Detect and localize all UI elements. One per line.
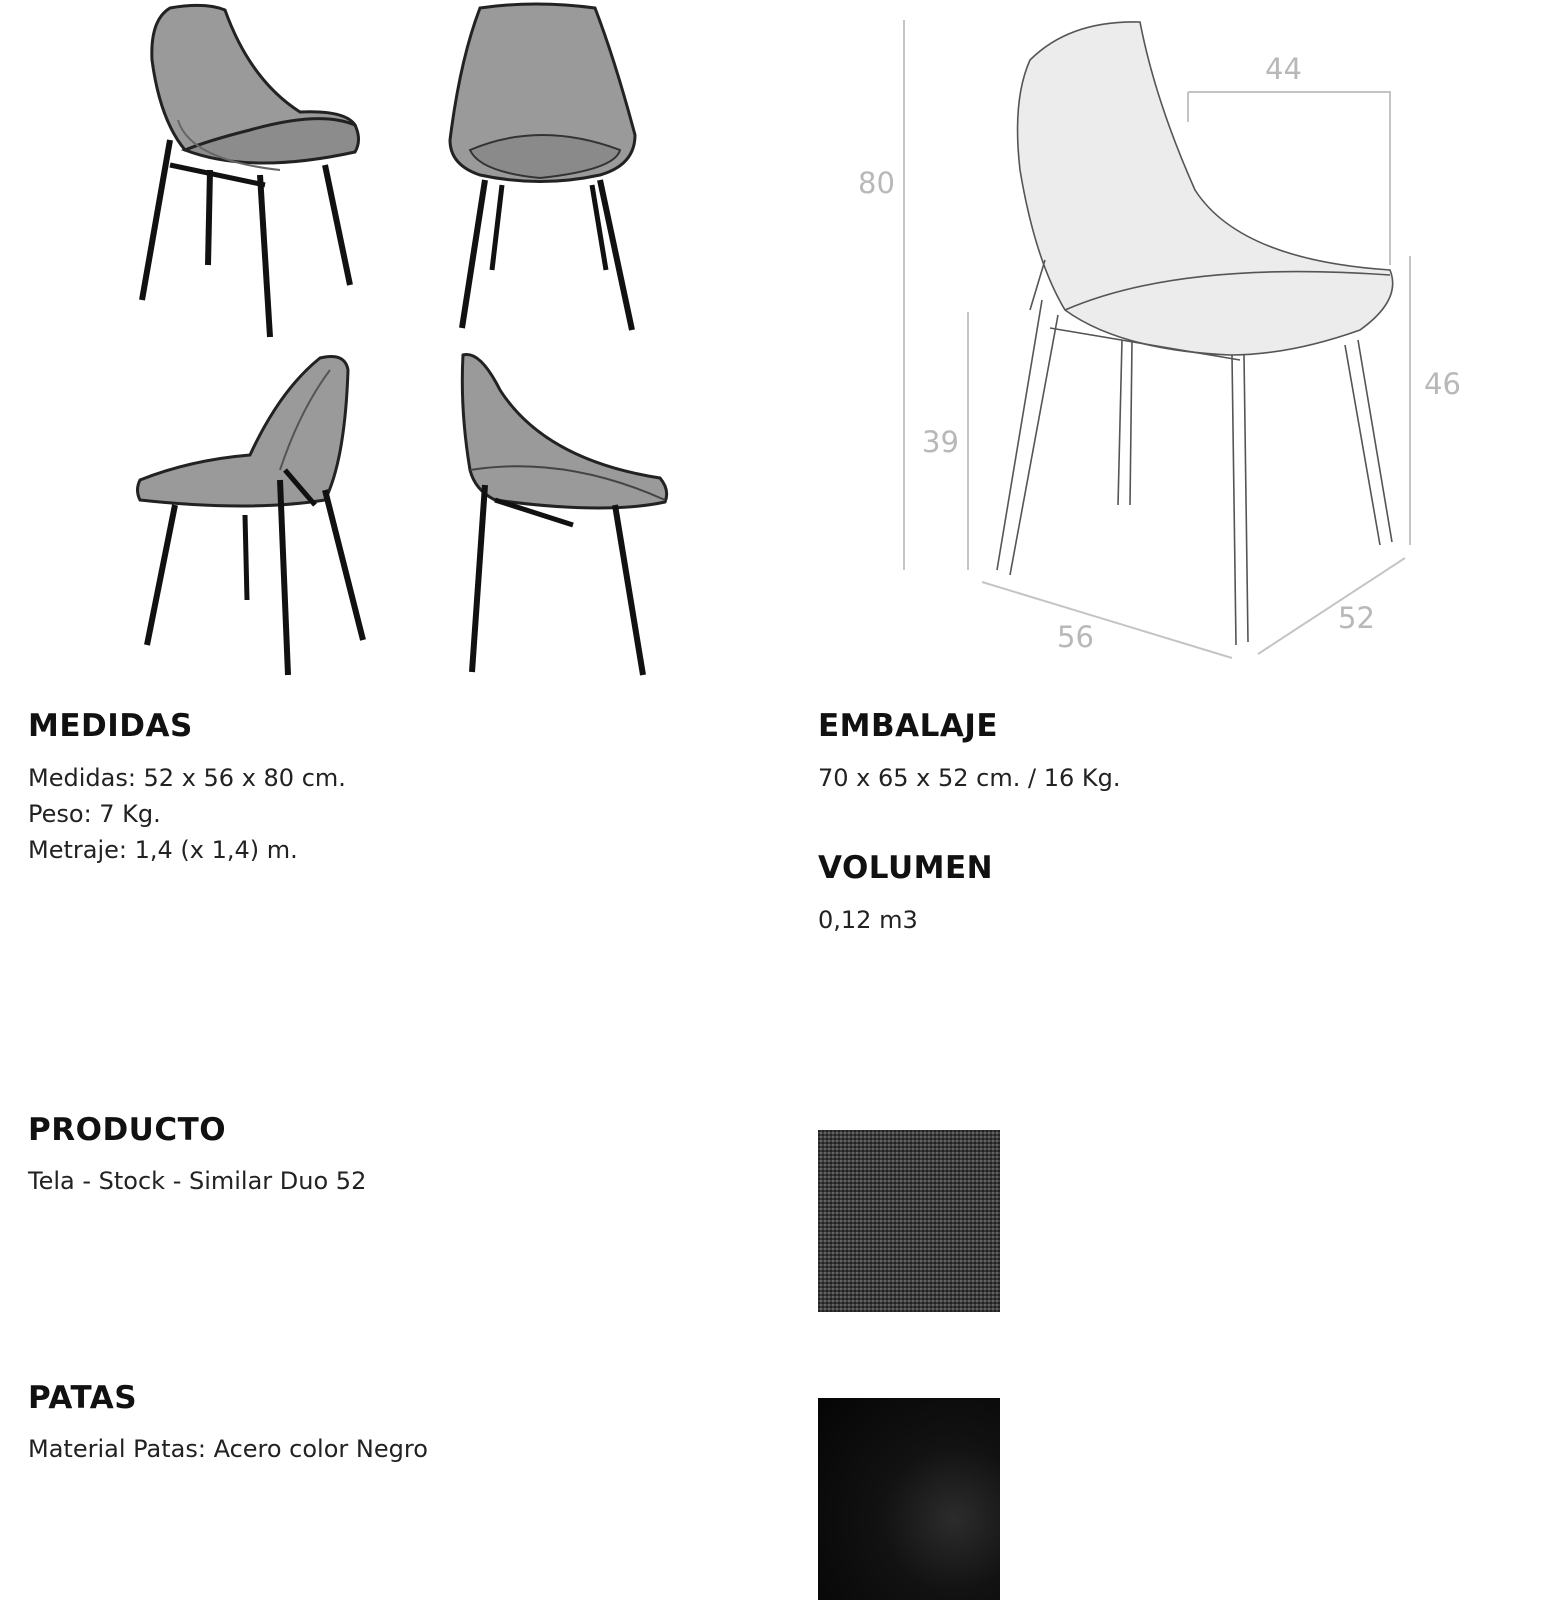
dim-label-depth: 52 xyxy=(1338,601,1375,635)
chair-photo-front xyxy=(440,0,650,340)
medidas-line: Metraje: 1,4 (x 1,4) m. xyxy=(28,836,298,864)
dim-label-seat-height: 39 xyxy=(922,425,959,459)
producto-title: PRODUCTO xyxy=(28,1112,227,1148)
medidas-line: Medidas: 52 x 56 x 80 cm. xyxy=(28,764,346,792)
producto-line: Tela - Stock - Similar Duo 52 xyxy=(28,1167,367,1195)
dim-label-width: 56 xyxy=(1057,620,1094,654)
dim-label-depth-top: 44 xyxy=(1265,52,1302,86)
dim-label-arm-height: 46 xyxy=(1424,367,1461,401)
dim-label-height: 80 xyxy=(858,166,895,200)
dimension-diagram xyxy=(880,10,1520,670)
chair-photo-front-left xyxy=(130,0,370,345)
embalaje-title: EMBALAJE xyxy=(818,708,999,744)
patas-title: PATAS xyxy=(28,1380,138,1416)
patas-line: Material Patas: Acero color Negro xyxy=(28,1435,428,1463)
chair-photo-back-left xyxy=(130,350,380,685)
chair-line-drawing xyxy=(997,22,1393,645)
volumen-title: VOLUMEN xyxy=(818,850,994,886)
fabric-swatch xyxy=(818,1130,1000,1312)
medidas-title: MEDIDAS xyxy=(28,708,193,744)
legs-color-swatch xyxy=(818,1398,1000,1600)
volumen-line: 0,12 m3 xyxy=(818,906,918,934)
embalaje-line: 70 x 65 x 52 cm. / 16 Kg. xyxy=(818,764,1121,792)
chair-photo-side xyxy=(455,350,675,680)
medidas-line: Peso: 7 Kg. xyxy=(28,800,161,828)
